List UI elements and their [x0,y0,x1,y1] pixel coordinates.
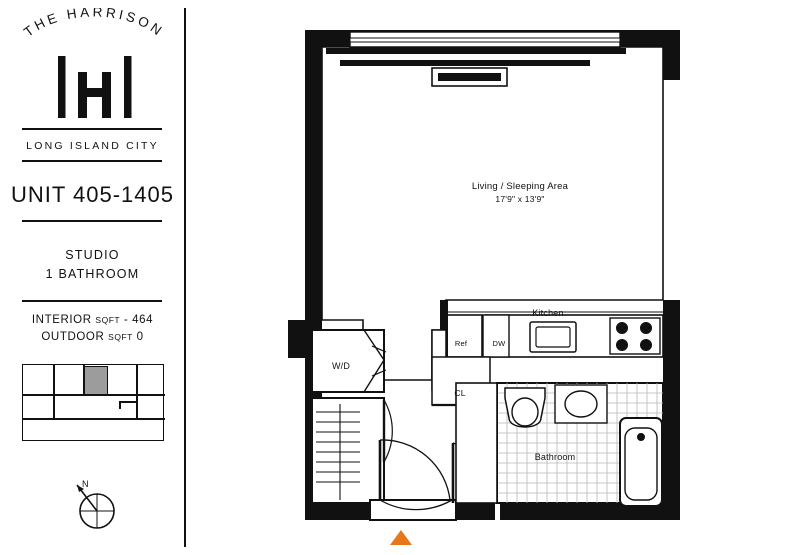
brand-subtitle: LONG ISLAND CITY [26,140,159,152]
harrison-h-logo [52,52,138,122]
outdoor-label: OUTDOOR [41,331,105,343]
living-area-dimensions: 17'9" x 13'9" [495,194,545,204]
bathroom-label: Bathroom [534,452,576,462]
divider-above-city [22,128,162,130]
compass-north-label: N [82,479,89,489]
unit-title: UNIT 405-1405 [10,182,174,207]
outdoor-sqft-word: SQFT [108,332,133,342]
closet-label: CL [454,388,466,398]
interior-value: - 464 [123,314,154,326]
compass-rose [66,478,124,536]
keyplan-line-v1 [53,364,55,395]
floor-plan-drawing [200,0,795,555]
room-summary [0,246,185,284]
divider-below-rooms [22,300,162,302]
entry-arrow-icon [390,530,412,545]
room-type: STUDIO [65,248,120,262]
keyplan-line-stub [119,401,137,403]
interior-sqft-row [0,312,185,329]
key-plan [22,364,164,441]
square-footage [0,312,185,346]
brand-arc-text: THE HARRISON [21,8,167,40]
info-sidebar [0,0,185,555]
dishwasher-label: DW [492,339,506,348]
keyplan-line-v4 [53,395,55,419]
svg-text:THE HARRISON [21,8,167,40]
refrigerator-label: Ref [454,339,468,348]
outdoor-value: 0 [136,331,144,343]
bathroom-count: 1 BATHROOM [45,267,140,281]
divider-below-city [22,160,162,162]
divider-below-unit [22,220,162,222]
keyplan-line-stub2 [119,401,121,409]
keyplan-highlighted-unit [84,366,108,395]
interior-label: INTERIOR [31,314,92,326]
keyplan-line-v3 [136,364,138,420]
sidebar-divider [184,8,186,547]
keyplan-line-h2 [22,418,165,420]
brand-arc-title [14,8,174,50]
outdoor-sqft-row [0,329,185,346]
washer-dryer-label: W/D [331,361,351,371]
living-area-label: Living / Sleeping Area 17'9" x 13'9" [430,181,610,204]
kitchen-label: Kitchen [532,308,564,318]
interior-sqft-word: SQFT [95,315,121,325]
